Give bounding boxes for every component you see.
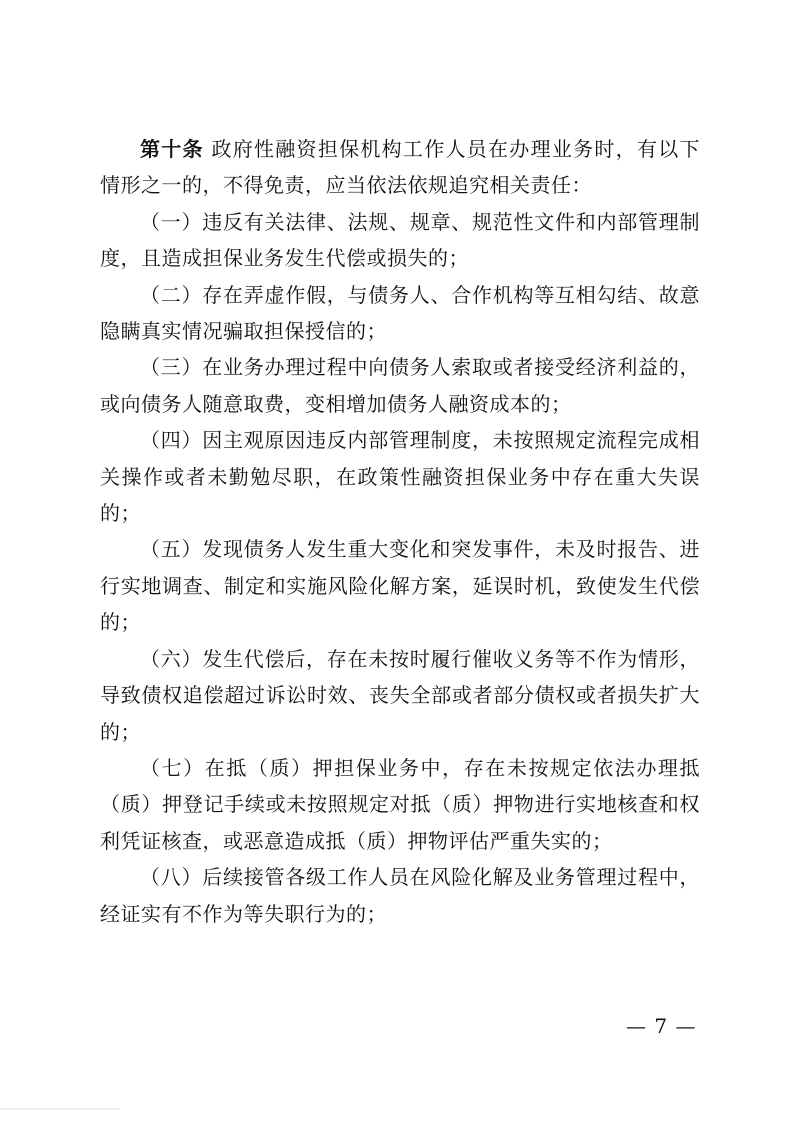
article-body: [100, 131, 700, 932]
list-item: （五）发现债务人发生重大变化和突发事件，未及时报告、进行实地调查、制定和实施风险化解方案，延误时机，致使发生代偿的；: [100, 537, 700, 635]
article-paragraph: [100, 131, 700, 204]
scan-edge-mark: [0, 1108, 120, 1110]
list-item: （三）在业务办理过程中向债务人索取或者接受经济利益的，或向债务人随意取费，变相增加债务人融资成本的；: [100, 355, 700, 416]
list-item: （一）违反有关法律、法规、规章、规范性文件和内部管理制度，且造成担保业务发生代偿或损失的；: [100, 209, 700, 271]
list-item: （二）存在弄虚作假，与债务人、合作机构等互相勾结、故意隐瞒真实情况骗取担保授信的；: [100, 282, 700, 344]
list-item: （七）在抵（质）押担保业务中，存在未按规定依法办理抵（质）押登记手续或未按照规定对抵（质）押物进行实地核查和权利凭证核查，或恶意造成抵（质）押物评估严重失实的；: [100, 755, 700, 853]
list-item: （八）后续接管各级工作人员在风险化解及业务管理过程中，经证实有不作为等失职行为的；: [100, 865, 700, 926]
article-lead-text: 政府性融资担保机构工作人员在办理业务时，有以下情形之一的，不得免责，应当依法依规追究相关责任：: [100, 137, 701, 198]
article-title: 第十条: [140, 137, 204, 161]
page-number: — 7 —: [626, 1014, 697, 1038]
list-item: （四）因主观原因违反内部管理制度，未按照规定流程完成相关操作或者未勤勉尽职，在政策性融资担保业务中存在重大失误的；: [100, 428, 700, 526]
list-item: （六）发生代偿后，存在未按时履行催收义务等不作为情形，导致债权追偿超过诉讼时效、丧失全部或者部分债权或者损失扩大的；: [100, 646, 700, 744]
